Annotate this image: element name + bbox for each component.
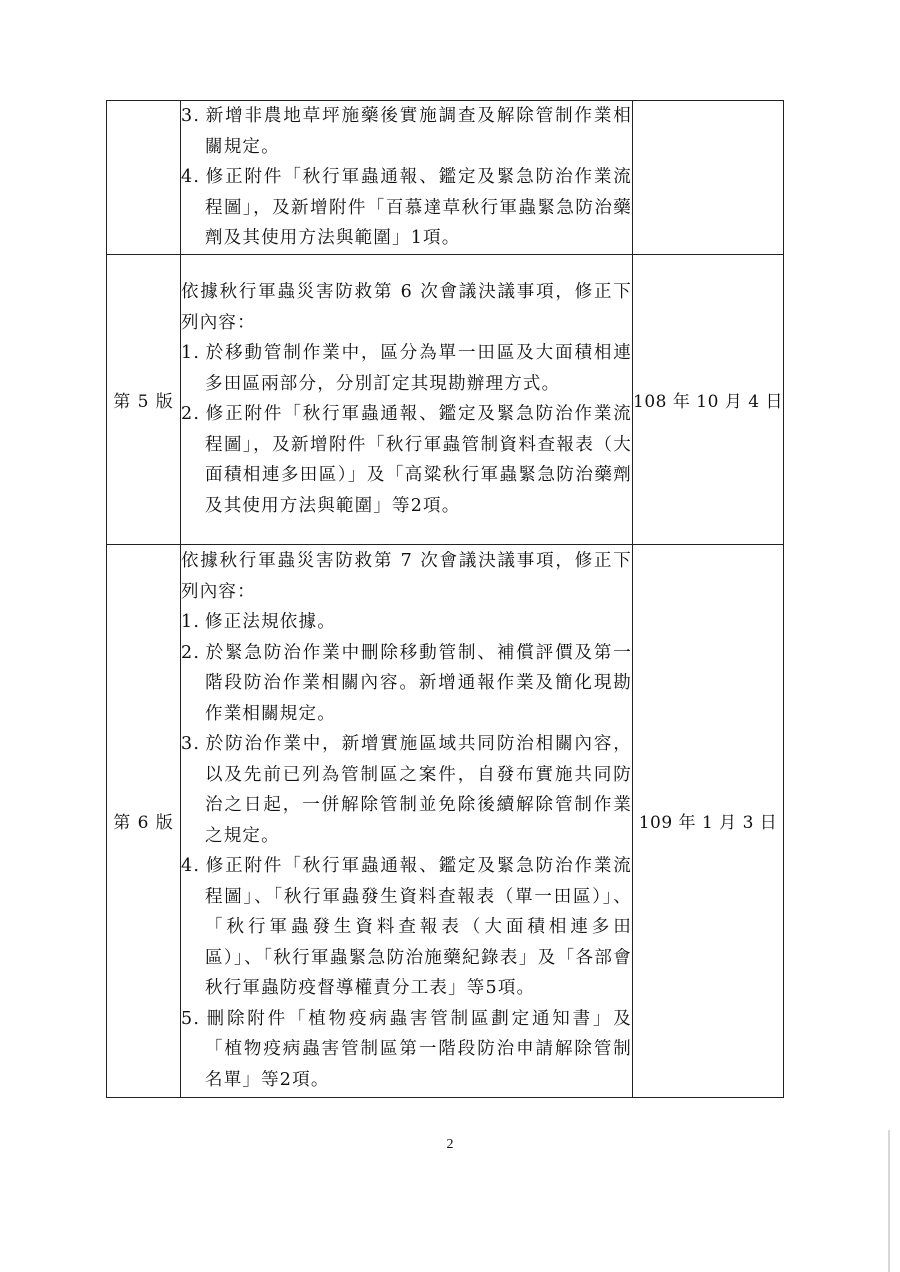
item-number: 3.: [181, 106, 201, 126]
list-item: [181, 607, 632, 638]
list-item: [181, 638, 632, 730]
scan-edge-line: [888, 1130, 890, 1272]
list-item: [181, 338, 632, 399]
item-number: 4.: [181, 856, 201, 876]
date-cell: [633, 101, 784, 255]
date-cell: 108 年 10 月 4 日: [633, 254, 784, 544]
list-item: [181, 851, 632, 1004]
version-cell: [107, 101, 181, 255]
list-item: [181, 729, 632, 851]
table-row: [107, 544, 784, 1097]
list-item: [181, 101, 632, 162]
table-row: [107, 254, 784, 544]
item-text: 於緊急防治作業中刪除移動管制、補償評價及第一階段防治作業相關內容。新增通報作業及簡化現勘作業相關規定。: [205, 642, 632, 724]
item-text: 修正附件「秋行軍蟲通報、鑑定及緊急防治作業流程圖」、「秋行軍蟲發生資料查報表（單一田區）」、「秋行軍蟲發生資料查報表（大面積相連多田區）」、「秋行軍蟲緊急防治施藥紀錄表」及「各部會秋行軍蟲防疫督導權責分工表」等5項。: [205, 856, 632, 998]
row-intro: 依據秋行軍蟲災害防救第 7 次會議決議事項，修正下列內容：: [181, 551, 632, 602]
item-number: 2.: [181, 642, 201, 663]
item-text: 新增非農地草坪施藥後實施調查及解除管制作業相關規定。: [205, 106, 632, 157]
date-cell: 109 年 1 月 3 日: [633, 544, 784, 1097]
description-cell: [181, 254, 633, 544]
list-item: [181, 1004, 632, 1096]
version-cell: 第 5 版: [107, 254, 181, 544]
description-cell: [181, 101, 633, 255]
description-cell: [181, 544, 633, 1097]
item-number: 1.: [181, 612, 201, 632]
item-text: 修正法規依據。: [205, 612, 336, 632]
item-number: 2.: [181, 404, 201, 424]
item-text: 於防治作業中，新增實施區域共同防治相關內容，以及先前已列為管制區之案件，自發布實施共同防治之日起，一併解除管制並免除後續解除管制作業之規定。: [205, 734, 632, 846]
item-number: 3.: [181, 734, 201, 754]
table-row: [107, 101, 784, 255]
row-intro: 依據秋行軍蟲災害防救第 6 次會議決議事項，修正下列內容：: [181, 282, 632, 333]
page-number: 2: [446, 1137, 454, 1152]
item-text: 於移動管制作業中，區分為單一田區及大面積相連多田區兩部分，分別訂定其現勘辦理方式。: [205, 343, 632, 394]
revision-history-table: [106, 100, 784, 1098]
item-text: 修正附件「秋行軍蟲通報、鑑定及緊急防治作業流程圖」，及新增附件「百慕達草秋行軍蟲緊急防治藥劑及其使用方法與範圍」1項。: [205, 167, 632, 248]
item-text: 修正附件「秋行軍蟲通報、鑑定及緊急防治作業流程圖」，及新增附件「秋行軍蟲管制資料查報表（大面積相連多田區）」及「高粱秋行軍蟲緊急防治藥劑及其使用方法與範圍」等2項。: [205, 404, 632, 516]
item-number: 4.: [181, 167, 201, 187]
item-text: 刪除附件「植物疫病蟲害管制區劃定通知書」及「植物疫病蟲害管制區第一階段防治申請解除管制名單」等2項。: [205, 1008, 632, 1090]
item-number: 1.: [181, 343, 201, 363]
version-cell: 第 6 版: [107, 544, 181, 1097]
list-item: [181, 399, 632, 521]
list-item: [181, 162, 632, 254]
item-number: 5.: [181, 1008, 201, 1029]
